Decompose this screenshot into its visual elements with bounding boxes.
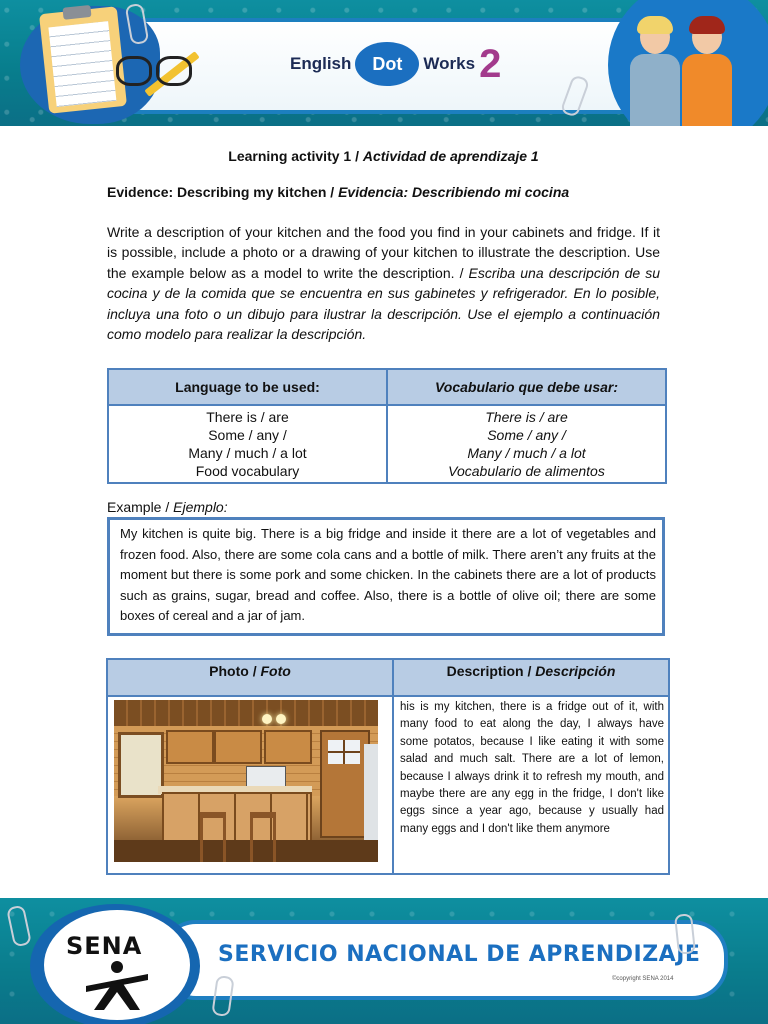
language-items-en (108, 405, 387, 483)
sena-logo-icon (82, 960, 152, 1012)
title-es: Actividad de aprendizaje 1 (362, 148, 539, 164)
language-item: Many / much / a lot (188, 445, 307, 461)
instructions-paragraph (107, 222, 660, 344)
language-table (107, 368, 667, 484)
clipboard-icon (39, 6, 127, 114)
language-item: Many / much / a lot (467, 445, 586, 461)
kitchen-island (162, 792, 312, 842)
kitchen-fridge (364, 744, 378, 840)
header-banner (0, 0, 768, 126)
example-label (107, 499, 228, 515)
photo-header (107, 659, 393, 696)
language-item: Food vocabulary (195, 463, 300, 479)
english-dot-works-logo (290, 38, 501, 90)
evidence-en: Evidence: Describing my kitchen / (107, 184, 339, 200)
glasses-icon (116, 56, 192, 86)
logo-number: 2 (479, 41, 502, 86)
example-label-en: Example / (107, 499, 174, 515)
kitchen-photo (114, 700, 378, 862)
description-cell (393, 696, 669, 874)
footer-banner (0, 898, 768, 1024)
photo-header-es: Foto (260, 663, 291, 679)
kitchen-description: his is my kitchen, there is a fridge out of it, with many food to eat along the day, I always have some potatos, because I like eating it with some salad and much salt. There are a lot of lemon, because I always drink it to refresh my mouth, and maybe there are any egg in the fridge, I don't like eggs since a year ago, because y usually had many eggs and I don't like them anymore (400, 701, 664, 835)
description-header-es: Descripción (535, 663, 616, 679)
students-illustration (600, 0, 768, 126)
evidence-es: Evidencia: Describiendo mi cocina (338, 184, 570, 200)
instructions-es: Escriba una descripción de su cocina y de la comida que se encuentra en sus gabinetes y refrigerador. En lo posible, incluya una foto o un dibujo para ilustrar la descripción. Use el ejemplo a continuación como modelo para realizar la descripción. (107, 264, 660, 343)
photo-cell (107, 696, 393, 874)
kitchen-door (320, 730, 370, 838)
example-label-es: Ejemplo: (173, 499, 228, 515)
photo-description-table (106, 658, 670, 875)
title-en: Learning activity 1 / (228, 148, 363, 164)
logo-english: English (290, 54, 352, 73)
language-item: Vocabulario de alimentos (448, 463, 605, 479)
language-item: There is / are (485, 409, 568, 425)
photo-header-en: Photo / (209, 663, 261, 679)
copyright-text: ©copyright SENA 2014 (612, 976, 674, 982)
main-content (107, 144, 660, 344)
language-items-es (387, 405, 666, 483)
language-header-es: Vocabulario que debe usar: (387, 369, 666, 405)
language-item: Some / any / (208, 427, 287, 443)
description-header (393, 659, 669, 696)
page-title (107, 148, 660, 164)
example-text-box: My kitchen is quite big. There is a big fridge and inside it there are a lot of vegetables and frozen food. Also, there are some cola cans and a bottle of milk. There aren’t any fruits at the moment but there is some pork and some chicken. In the cabinets there are a lot of products such as grains, sugar, bread and coffee. Also, there is a bottle of olive oil; there are some boxes of cereal and a jar of jam. (107, 517, 665, 636)
logo-works: Works (423, 54, 476, 73)
student-boy (680, 16, 734, 126)
instructions-en: Write a description of your kitchen and the food you find in your cabinets and fridge. If it is possible, include a photo or a drawing of your kitchen to illustrate the description. Use the example below as a model to write the description. / (107, 224, 660, 281)
student-girl (628, 16, 682, 126)
evidence-title (107, 184, 660, 200)
sena-logo-text: SENA (66, 932, 143, 960)
language-item: Some / any / (487, 427, 566, 443)
logo-dot: Dot (355, 42, 419, 86)
description-header-en: Description / (446, 663, 536, 679)
language-header-en: Language to be used: (108, 369, 387, 405)
institution-name: SERVICIO NACIONAL DE APRENDIZAJE (218, 942, 701, 967)
language-item: There is / are (206, 409, 289, 425)
